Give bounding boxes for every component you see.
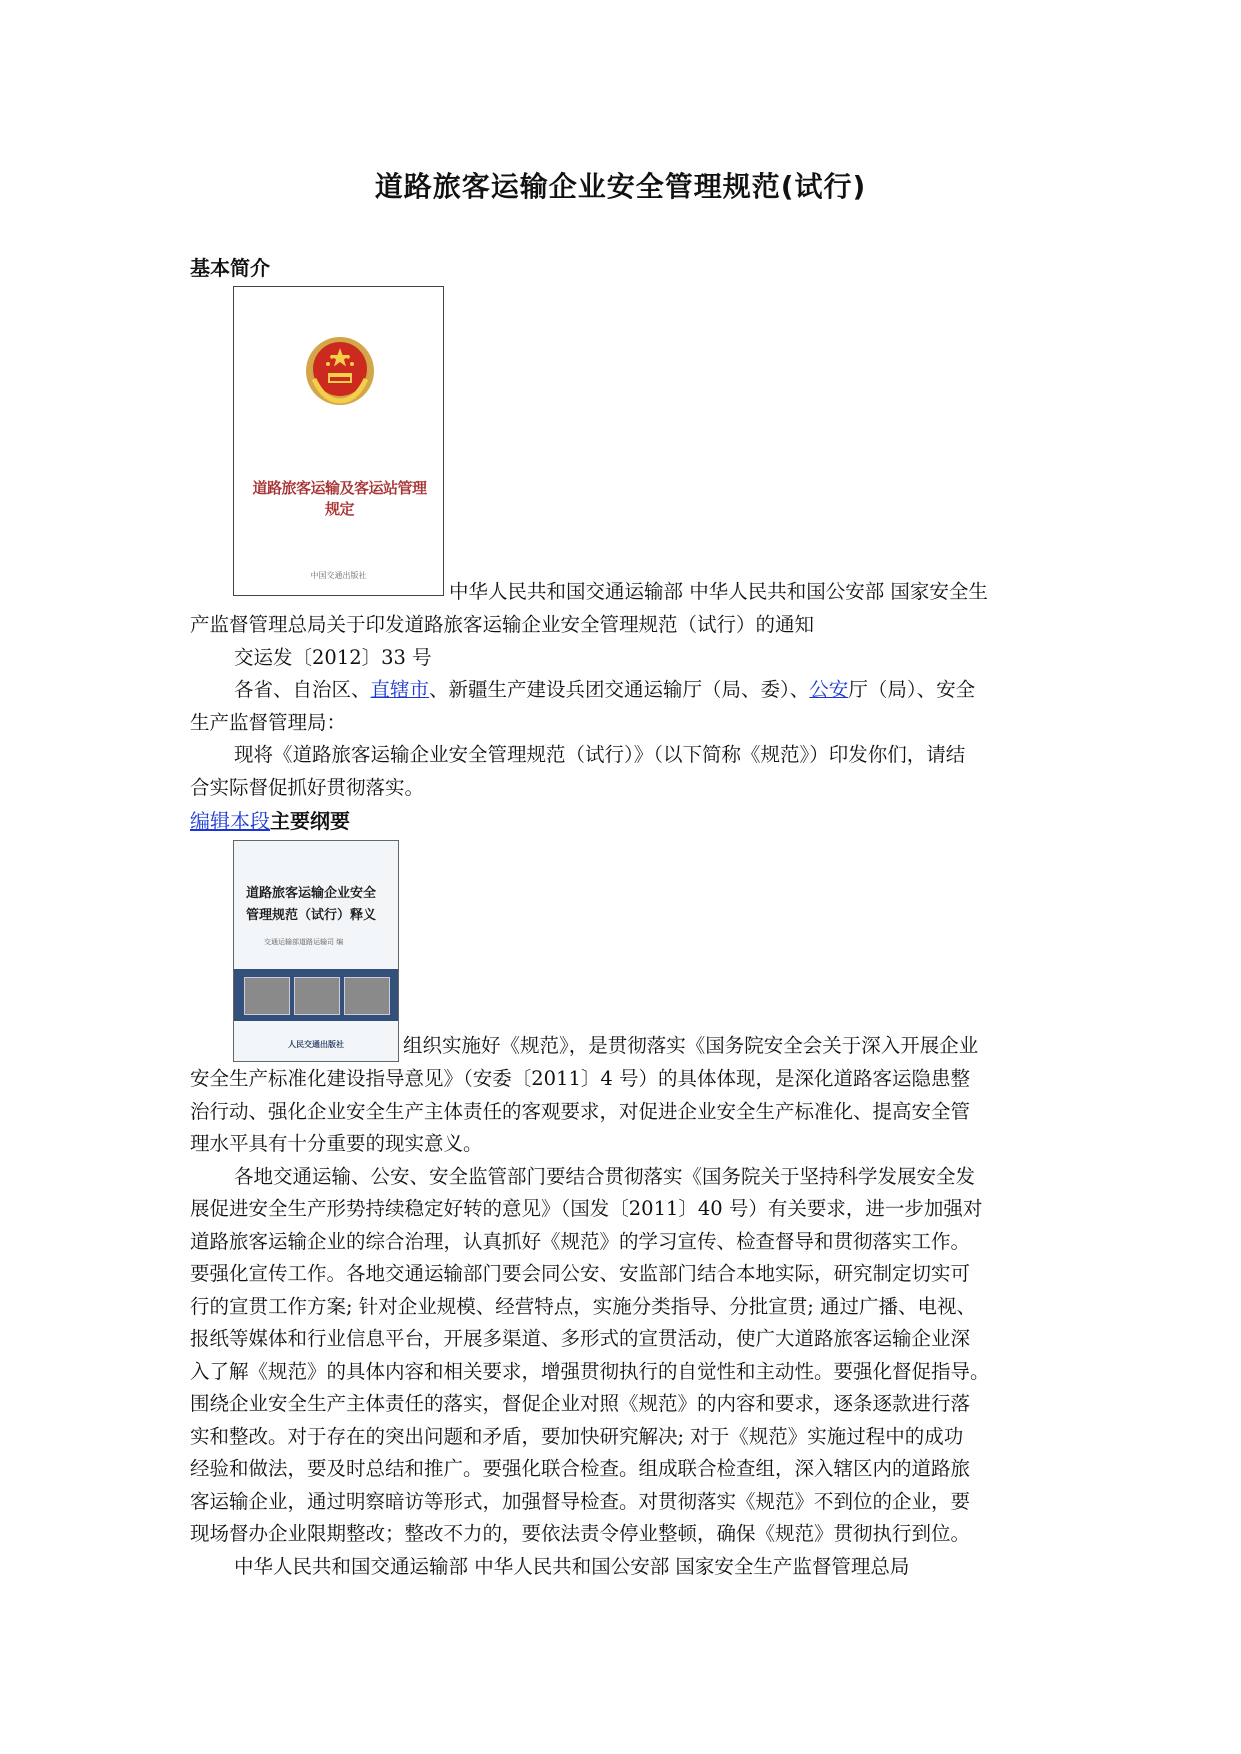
notice-line1: 现将《道路旅客运输企业安全管理规范（试行）》（以下简称《规范》）印发你们，请结 [234, 743, 966, 766]
signature-line: 中华人民共和国交通运输部 中华人民共和国公安部 国家安全生产监督管理总局 [234, 1554, 910, 1578]
book-cover-image [233, 286, 444, 596]
p2-line8: 围绕企业安全生产主体责任的落实，督促企业对照《规范》的内容和要求，逐条逐款进行落 [190, 1392, 971, 1415]
addressee-pre: 各省、自治区、 [234, 678, 371, 701]
section1-body [190, 609, 1060, 804]
national-emblem-icon [304, 335, 376, 407]
notice-caption-line2: 产监督管理总局关于印发道路旅客运输企业安全管理规范（试行）的通知 [190, 613, 815, 636]
book2-cover-title [246, 883, 388, 927]
book-cover-title: 道路旅客运输及客运站管理规定 [252, 479, 427, 518]
book2-subtitle: 交通运输部道路运输司 编 [264, 938, 344, 946]
addressee-line [190, 674, 1060, 707]
addressee-post: 厅（局）、安全 [848, 678, 976, 701]
p1-line1: 组织实施好《规范》，是贯彻落实《国务院安全会关于深入开展企业 [403, 1034, 979, 1057]
notice-line2: 合实际督促抓好贯彻落实。 [190, 775, 425, 799]
p1-line2: 安全生产标准化建设指导意见》（安委〔2011〕4 号）的具体体现，是深化道路客运隐患整 [190, 1067, 970, 1090]
p2-line5: 行的宣贯工作方案; 针对企业规模、经营特点，实施分类指导、分批宣贯; 通过广播、电视、 [190, 1294, 977, 1318]
addressee-mid: 、新疆生产建设兵团交通运输厅（局、委）、 [429, 678, 810, 701]
p2-line6: 报纸等媒体和行业信息平台，开展多渠道、多形式的宣贯活动，使广大道路旅客运输企业深 [190, 1327, 971, 1350]
book-cover-publisher: 中国交通出版社 [310, 571, 367, 580]
link-public-security[interactable]: 公安 [809, 678, 849, 701]
addressee-line2: 生产监督管理局： [190, 710, 347, 734]
p1-line4: 理水平具有十分重要的现实意义。 [190, 1132, 483, 1155]
document-number: 交运发〔2012〕33 号 [234, 645, 432, 669]
section-heading-outline: 主要纲要 [270, 809, 350, 833]
section-heading-intro: 基本简介 [190, 256, 270, 280]
book2-photo-2 [294, 977, 340, 1015]
link-municipality[interactable]: 直辖市 [370, 678, 430, 701]
book2-title-line2: 管理规范（试行）释义 [246, 908, 377, 923]
p2-line7: 入了解《规范》的具体内容和相关要求，增强贯彻执行的自觉性和主动性。要强化督促指导。 [190, 1359, 990, 1383]
p2-line1: 各地交通运输、公安、安全监管部门要结合贯彻落实《国务院关于坚持科学发展安全发 [234, 1164, 976, 1188]
book-cover-image-2 [233, 840, 399, 1062]
p2-line3: 道路旅客运输企业的综合治理，认真抓好《规范》的学习宣传、检查督导和贯彻落实工作。 [190, 1229, 971, 1253]
section2-body [190, 1063, 1060, 1583]
p2-line9: 实和整改。对于存在的突出问题和矛盾，要加快研究解决; 对于《规范》实施过程中的成功 [190, 1424, 964, 1448]
edit-section-link[interactable]: 编辑本段 [190, 809, 270, 833]
p1-line3: 治行动、强化企业安全生产主体责任的客观要求，对促进企业安全生产标准化、提高安全管 [190, 1099, 971, 1123]
p2-line11: 客运输企业，通过明察暗访等形式，加强督导检查。对贯彻落实《规范》不到位的企业，要 [190, 1489, 971, 1513]
p2-line10: 经验和做法，要及时总结和推广。要强化联合检查。组成联合检查组，深入辖区内的道路旅 [190, 1457, 971, 1480]
p2-line12: 现场督办企业限期整改；整改不力的，要依法责令停业整顿，确保《规范》贯彻执行到位。 [190, 1522, 971, 1545]
book2-photo-1 [244, 977, 290, 1015]
book2-photo-3 [344, 977, 390, 1015]
p2-line4: 要强化宣传工作。各地交通运输部门要会同公安、安监部门结合本地实际，研究制定切实可 [190, 1262, 971, 1285]
book2-publisher: 人民交通出版社 [288, 1039, 344, 1049]
book2-title-line1: 道路旅客运输企业安全 [246, 886, 377, 901]
p2-line2: 展促进安全生产形势持续稳定好转的意见》（国发〔2011〕40 号）有关要求，进一步加强对 [190, 1197, 983, 1220]
section2-header [190, 805, 350, 834]
notice-caption-line1: 中华人民共和国交通运输部 中华人民共和国公安部 国家安全生 [449, 580, 988, 603]
document-title: 道路旅客运输企业安全管理规范(试行) [374, 170, 867, 203]
